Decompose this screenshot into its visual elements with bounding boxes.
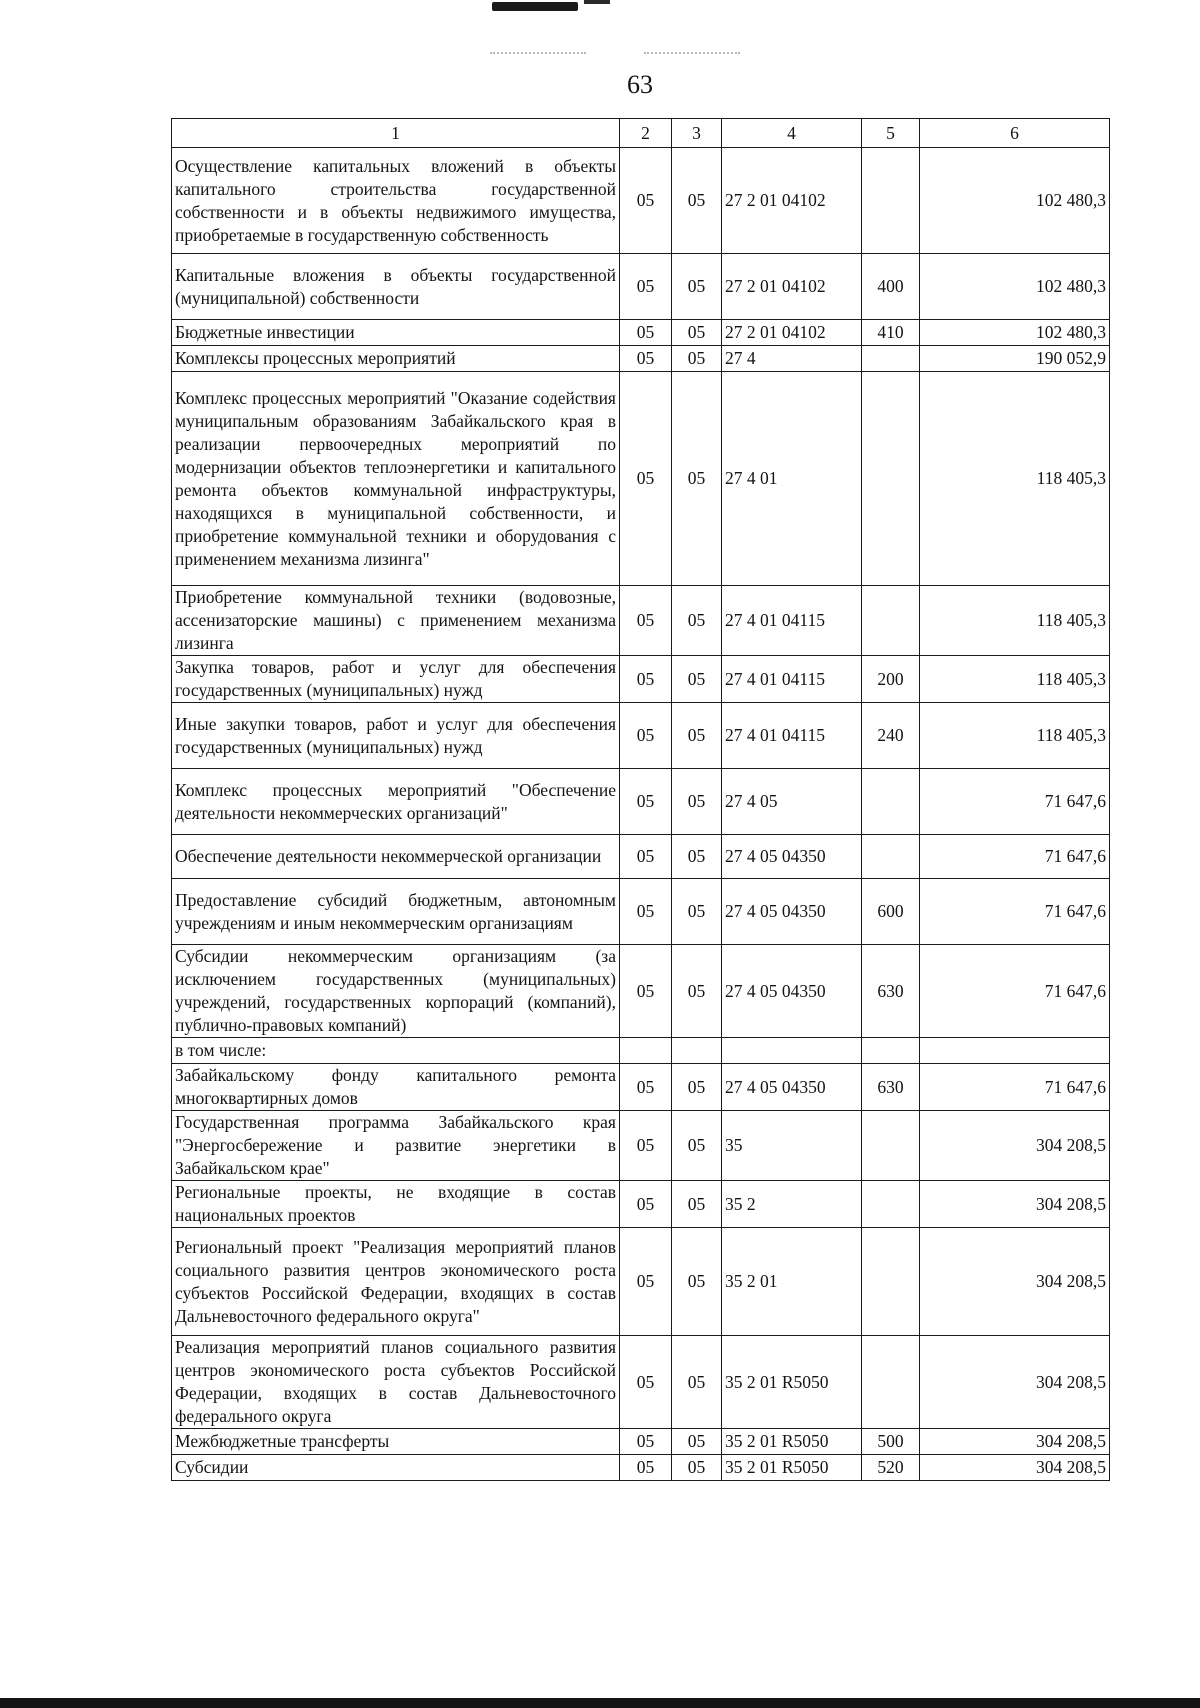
row-amount: 190 052,9 (920, 346, 1110, 372)
row-name: Закупка товаров, работ и услуг для обеспечения государственных (муниципальных) нужд (172, 656, 620, 703)
row-target-code: 35 2 01 R5050 (722, 1336, 862, 1429)
row-target-code (722, 1038, 862, 1064)
row-target-code: 27 4 01 04115 (722, 586, 862, 656)
row-target-code: 27 4 05 04350 (722, 879, 862, 945)
row-amount: 304 208,5 (920, 1181, 1110, 1228)
row-expense-type (862, 346, 920, 372)
row-section: 05 (620, 835, 672, 879)
row-name: Предоставление субсидий бюджетным, автономным учреждениям и иным некоммерческим организациям (172, 879, 620, 945)
row-subsection: 05 (672, 703, 722, 769)
row-subsection: 05 (672, 1111, 722, 1181)
row-section (620, 1038, 672, 1064)
header-col-2: 2 (620, 119, 672, 148)
row-expense-type: 200 (862, 656, 920, 703)
row-subsection: 05 (672, 1429, 722, 1455)
table-row (172, 769, 1110, 835)
table-row (172, 879, 1110, 945)
row-name: Комплекс процессных мероприятий "Оказание содействия муниципальным образованиям Забайкальского края в реализации первоочередных мероприятий по модернизации объектов теплоэнергетики и капитального ремонта объектов коммунальной инфраструктуры, находящихся в муниципальной собственности, и приобретение коммунальной техники и оборудования с применением механизма лизинга" (172, 372, 620, 586)
table-row (172, 835, 1110, 879)
row-section: 05 (620, 945, 672, 1038)
row-expense-type (862, 586, 920, 656)
row-expense-type: 600 (862, 879, 920, 945)
table-row (172, 254, 1110, 320)
row-amount: 304 208,5 (920, 1111, 1110, 1181)
row-name: Комплекс процессных мероприятий "Обеспечение деятельности некоммерческих организаций" (172, 769, 620, 835)
row-subsection: 05 (672, 346, 722, 372)
row-name: Межбюджетные трансферты (172, 1429, 620, 1455)
row-target-code: 35 (722, 1111, 862, 1181)
row-expense-type (862, 1336, 920, 1429)
table-row (172, 586, 1110, 656)
row-name: Региональные проекты, не входящие в состав национальных проектов (172, 1181, 620, 1228)
row-section: 05 (620, 586, 672, 656)
row-amount: 71 647,6 (920, 1064, 1110, 1111)
scan-noise-left (490, 22, 586, 54)
row-name: Бюджетные инвестиции (172, 320, 620, 346)
row-expense-type: 500 (862, 1429, 920, 1455)
row-amount: 304 208,5 (920, 1455, 1110, 1481)
header-col-3: 3 (672, 119, 722, 148)
row-amount (920, 1038, 1110, 1064)
table-row (172, 1429, 1110, 1455)
row-target-code: 35 2 (722, 1181, 862, 1228)
row-subsection: 05 (672, 656, 722, 703)
row-name: Капитальные вложения в объекты государственной (муниципальной) собственности (172, 254, 620, 320)
scan-artifact-top (492, 2, 578, 11)
scan-artifact-top-small (584, 0, 610, 4)
row-name: Комплексы процессных мероприятий (172, 346, 620, 372)
row-section: 05 (620, 320, 672, 346)
row-target-code: 27 2 01 04102 (722, 320, 862, 346)
header-col-1: 1 (172, 119, 620, 148)
row-subsection: 05 (672, 320, 722, 346)
row-section: 05 (620, 148, 672, 254)
row-subsection: 05 (672, 254, 722, 320)
row-amount: 304 208,5 (920, 1336, 1110, 1429)
row-expense-type: 630 (862, 945, 920, 1038)
row-name: Субсидии (172, 1455, 620, 1481)
row-section: 05 (620, 1064, 672, 1111)
header-col-5: 5 (862, 119, 920, 148)
row-expense-type (862, 148, 920, 254)
row-amount: 304 208,5 (920, 1228, 1110, 1336)
row-target-code: 27 4 01 04115 (722, 656, 862, 703)
row-expense-type (862, 1181, 920, 1228)
table-row (172, 1111, 1110, 1181)
row-expense-type: 630 (862, 1064, 920, 1111)
row-expense-type: 240 (862, 703, 920, 769)
row-target-code: 27 4 01 04115 (722, 703, 862, 769)
table-row (172, 372, 1110, 586)
row-subsection: 05 (672, 1455, 722, 1481)
row-expense-type (862, 1228, 920, 1336)
row-subsection: 05 (672, 879, 722, 945)
page-number: 63 (627, 70, 653, 99)
row-amount: 118 405,3 (920, 586, 1110, 656)
row-section: 05 (620, 1228, 672, 1336)
table-row (172, 148, 1110, 254)
row-subsection: 05 (672, 1336, 722, 1429)
row-amount: 102 480,3 (920, 148, 1110, 254)
row-name: Забайкальскому фонду капитального ремонта многоквартирных домов (172, 1064, 620, 1111)
row-name: Осуществление капитальных вложений в объекты капитального строительства государственной собственности и в объекты недвижимого имущества, приобретаемые в государственную собственность (172, 148, 620, 254)
row-amount: 71 647,6 (920, 879, 1110, 945)
row-name: в том числе: (172, 1038, 620, 1064)
row-section: 05 (620, 1429, 672, 1455)
table-row (172, 346, 1110, 372)
row-target-code: 27 2 01 04102 (722, 254, 862, 320)
row-target-code: 27 2 01 04102 (722, 148, 862, 254)
row-target-code: 27 4 05 04350 (722, 835, 862, 879)
table-row (172, 703, 1110, 769)
row-expense-type: 400 (862, 254, 920, 320)
row-section: 05 (620, 879, 672, 945)
row-amount: 118 405,3 (920, 656, 1110, 703)
row-amount: 118 405,3 (920, 372, 1110, 586)
row-subsection: 05 (672, 835, 722, 879)
row-name: Обеспечение деятельности некоммерческой организации (172, 835, 620, 879)
header-col-4: 4 (722, 119, 862, 148)
row-section: 05 (620, 1111, 672, 1181)
row-expense-type: 520 (862, 1455, 920, 1481)
row-target-code: 27 4 05 04350 (722, 945, 862, 1038)
row-expense-type: 410 (862, 320, 920, 346)
table-row (172, 1038, 1110, 1064)
table-row (172, 320, 1110, 346)
row-expense-type (862, 372, 920, 586)
row-subsection: 05 (672, 1181, 722, 1228)
scan-artifact-bottom (0, 1698, 1200, 1708)
row-section: 05 (620, 703, 672, 769)
budget-table (171, 118, 1110, 1481)
row-amount: 304 208,5 (920, 1429, 1110, 1455)
table-row (172, 1181, 1110, 1228)
row-target-code: 27 4 (722, 346, 862, 372)
row-amount: 102 480,3 (920, 254, 1110, 320)
row-name: Иные закупки товаров, работ и услуг для обеспечения государственных (муниципальных) нужд (172, 703, 620, 769)
table-row (172, 656, 1110, 703)
table-row (172, 1455, 1110, 1481)
header-row (172, 119, 1110, 148)
row-expense-type (862, 1038, 920, 1064)
row-section: 05 (620, 1181, 672, 1228)
row-amount: 118 405,3 (920, 703, 1110, 769)
scan-noise-right (644, 22, 740, 54)
row-amount: 71 647,6 (920, 769, 1110, 835)
row-section: 05 (620, 254, 672, 320)
row-amount: 71 647,6 (920, 835, 1110, 879)
row-subsection: 05 (672, 1228, 722, 1336)
row-target-code: 27 4 05 (722, 769, 862, 835)
row-name: Субсидии некоммерческим организациям (за исключением государственных (муниципальных) учреждений, государственных корпораций (компаний), публично-правовых компаний) (172, 945, 620, 1038)
row-subsection: 05 (672, 148, 722, 254)
row-section: 05 (620, 346, 672, 372)
row-subsection: 05 (672, 372, 722, 586)
row-section: 05 (620, 769, 672, 835)
row-subsection: 05 (672, 945, 722, 1038)
row-target-code: 35 2 01 (722, 1228, 862, 1336)
row-subsection (672, 1038, 722, 1064)
table-body (172, 148, 1110, 1481)
row-amount: 71 647,6 (920, 945, 1110, 1038)
table-row (172, 1228, 1110, 1336)
row-target-code: 27 4 05 04350 (722, 1064, 862, 1111)
table-row (172, 945, 1110, 1038)
row-section: 05 (620, 656, 672, 703)
row-target-code: 27 4 01 (722, 372, 862, 586)
row-name: Реализация мероприятий планов социального развития центров экономического роста субъектов Российской Федерации, входящих в состав Дальневосточного федерального округа (172, 1336, 620, 1429)
row-expense-type (862, 835, 920, 879)
row-section: 05 (620, 1336, 672, 1429)
row-expense-type (862, 769, 920, 835)
row-name: Приобретение коммунальной техники (водовозные, ассенизаторские машины) с применением механизма лизинга (172, 586, 620, 656)
row-subsection: 05 (672, 1064, 722, 1111)
row-subsection: 05 (672, 586, 722, 656)
row-name: Региональный проект "Реализация мероприятий планов социального развития центров экономического роста субъектов Российской Федерации, входящих в состав Дальневосточного федерального округа" (172, 1228, 620, 1336)
row-amount: 102 480,3 (920, 320, 1110, 346)
row-subsection: 05 (672, 769, 722, 835)
row-target-code: 35 2 01 R5050 (722, 1429, 862, 1455)
table-row (172, 1064, 1110, 1111)
row-expense-type (862, 1111, 920, 1181)
header-col-6: 6 (920, 119, 1110, 148)
row-name: Государственная программа Забайкальского края "Энергосбережение и развитие энергетики в Забайкальском крае" (172, 1111, 620, 1181)
row-section: 05 (620, 1455, 672, 1481)
row-section: 05 (620, 372, 672, 586)
row-target-code: 35 2 01 R5050 (722, 1455, 862, 1481)
table-row (172, 1336, 1110, 1429)
